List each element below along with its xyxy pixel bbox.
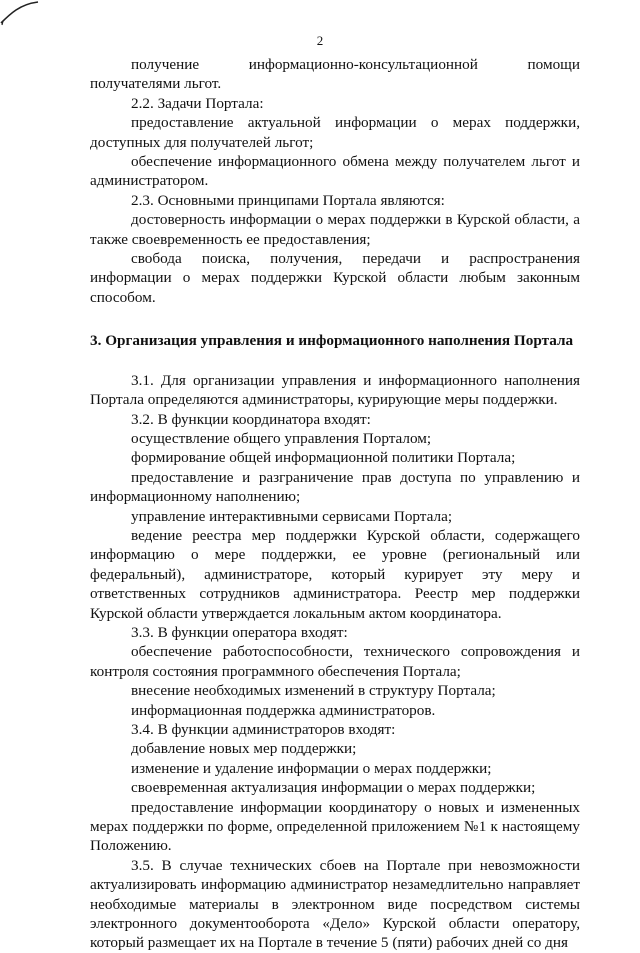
pen-mark: [0, 0, 40, 26]
document-body: [90, 55, 580, 953]
paragraph: обеспечение информационного обмена между получателем льгот и администратором.: [90, 153, 580, 190]
paragraph: ведение реестра мер поддержки Курской области, содержащего информацию о мере поддержки, ее уровне (региональный или федеральный), администраторе, который курирует эту меру и ответственных сотрудников администратора. Реестр мер поддержки Курской области утверждается локальным актом координатора.: [90, 526, 580, 622]
paragraph: изменение и удаление информации о мерах поддержки;: [131, 759, 492, 777]
paragraph: получение информационно-консультационной помощи получателями льгот.: [90, 56, 580, 93]
paragraph: добавление новых мер поддержки;: [131, 740, 357, 758]
paragraph: 3.5. В случае технических сбоев на Портале при невозможности актуализировать информацию администратор незамедлительно направляет необходимые материалы в электронном виде посредством системы электронного документооборота «Дело» Курской области оператору, который размещает их на Портале в течение 5 (пяти) рабочих дней со дня: [90, 856, 580, 952]
paragraph: осуществление общего управления Порталом;: [131, 429, 432, 447]
paragraph: информационная поддержка администраторов.: [131, 701, 436, 719]
paragraph: предоставление информации координатору о новых и измененных мерах поддержки по форме, определенной приложением №1 к настоящему Положению.: [90, 798, 580, 855]
paragraph: внесение необходимых изменений в структуру Портала;: [131, 682, 496, 700]
paragraph: достоверность информации о мерах поддержки в Курской области, а также своевременность ее предоставления;: [90, 211, 580, 248]
paragraph: 2.3. Основными принципами Портала являются:: [131, 191, 445, 209]
paragraph: предоставление актуальной информации о мерах поддержки, доступных для получателей льгот;: [90, 114, 580, 151]
page-number: 2: [316, 33, 324, 48]
paragraph: 3.1. Для организации управления и информационного наполнения Портала определяются администраторы, курирующие меры поддержки.: [90, 371, 580, 409]
section-heading: 3. Организация управления и информационного наполнения Портала: [90, 332, 574, 350]
paragraph: 2.2. Задачи Портала:: [131, 94, 264, 112]
paragraph: управление интерактивными сервисами Портала;: [131, 507, 453, 525]
paragraph: свобода поиска, получения, передачи и распространения информации о мерах поддержки Курской области любым законным способом.: [90, 250, 580, 306]
paragraph: 3.3. В функции оператора входят:: [131, 623, 348, 641]
paragraph: 3.4. В функции администраторов входят:: [131, 721, 396, 738]
paragraph: обеспечение работоспособности, технического сопровождения и контроля состояния программного обеспечения Портала;: [90, 643, 580, 680]
paragraph: формирование общей информационной политики Портала;: [131, 449, 516, 467]
paragraph: предоставление и разграничение прав доступа по управлению и информационному наполнению;: [90, 468, 580, 506]
paragraph: 3.2. В функции координатора входят:: [131, 410, 371, 428]
paragraph: своевременная актуализация информации о мерах поддержки;: [131, 779, 536, 797]
